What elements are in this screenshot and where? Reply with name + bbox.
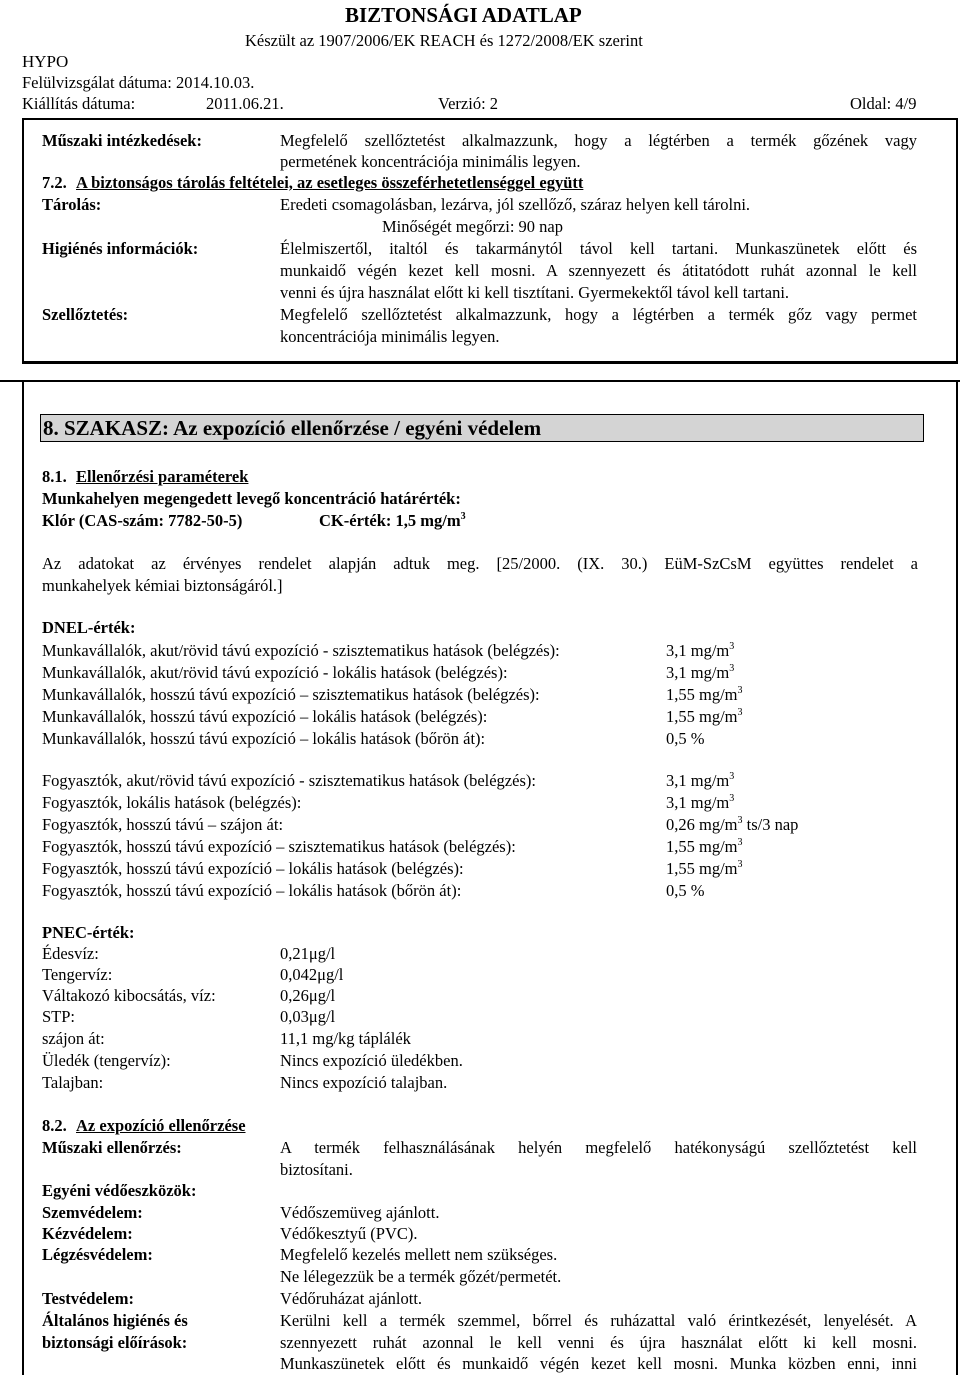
section-8-right-rule (956, 380, 958, 1375)
tech-measures-line-1: Megfelelő szellőztetést alkalmazzunk, hogy a légtérben a termék gőzének vagy (280, 131, 917, 150)
pnec-label-6: Üledék (tengervíz): (42, 1051, 171, 1070)
limit-heading: Munkahelyen megengedett levegő koncentráció határérték: (42, 489, 461, 508)
dnel-worker-label-3: Munkavállalók, hosszú távú expozíció – szisztematikus hatások (belégzés): (42, 685, 540, 704)
tech-measures-line-2: permetének koncentrációja minimális legyen. (280, 152, 581, 171)
dnel-consumer-value-1: 3,1 $mg/m^3$ (666, 770, 735, 790)
section-8-top-rule (0, 380, 960, 382)
pnec-value-4: 0,03μg/l (280, 1007, 336, 1026)
pnec-value-1: 0,21μg/l (280, 944, 336, 963)
pnec-value-7: Nincs expozíció talajban. (280, 1073, 448, 1092)
storage-line-1: Eredeti csomagolásban, lezárva, jól szellőző, száraz helyen kell tárolni. (280, 195, 751, 214)
dnel-worker-label-1: Munkavállalók, akut/rövid távú expozíció - szisztematikus hatások (belégzés): (42, 641, 560, 660)
dnel-consumer-value-5: 1,55 $mg/m^3$ (666, 858, 743, 878)
subsection-8-1-title: Ellenőrzési paraméterek (76, 467, 249, 486)
pnec-label-4: STP: (42, 1007, 76, 1026)
subsection-7-2-title: A biztonságos tárolás feltételei, az esetleges összeférhetetlenséggel együtt (76, 173, 584, 192)
subsection-8-2-title: Az expozíció ellenőrzése (76, 1116, 246, 1135)
dnel-consumer-label-4: Fogyasztók, hosszú távú expozíció – szisztematikus hatások (belégzés): (42, 837, 516, 856)
general-hygiene-line-2: szennyezett ruhát azonnal le kell venni és újra használat előtt ki kell mosni. (280, 1333, 917, 1352)
dnel-worker-value-3: 1,55 $mg/m^3$ (666, 684, 743, 704)
general-hygiene-line-1: Kerülni kell a termék szemmel, bőrrel és ruházattal való érintkezését, lenyelését. A (280, 1311, 917, 1330)
general-hygiene-line-3: Munkaszünetek előtt és munkaidő végén kezet kell mosni. Munka közben enni, inni (280, 1354, 917, 1373)
general-hygiene-label-line-1: Általános higiénés és (42, 1311, 188, 1330)
regulation-line-2: munkahelyek kémiai biztonságáról.] (42, 576, 283, 595)
hygiene-line-1: Élelmiszertől, italtól és takarmánytól távol kell tartani. Munkaszünetek előtt és (280, 239, 917, 258)
ventilation-line-2: koncentrációja minimális legyen. (280, 327, 500, 346)
pnec-label-7: Talajban: (42, 1073, 104, 1092)
respiratory-protection-line-2: Ne lélegezzük be a termék gőzét/permetét. (280, 1267, 562, 1286)
ppe-heading: Egyéni védőeszközök: (42, 1181, 197, 1200)
document-subtitle: Készült az 1907/2006/EK REACH és 1272/2008/EK szerint (245, 31, 643, 50)
hand-protection-value: Védőkesztyű (PVC). (280, 1224, 418, 1243)
respiratory-protection-label: Légzésvédelem: (42, 1245, 153, 1264)
pnec-label-3: Váltakozó kibocsátás, víz: (42, 986, 216, 1005)
hygiene-line-2: munkaidő végén kezet kell mosni. A szennyezett és átitatódott ruhát azonnal le kell (280, 261, 917, 280)
section-8-left-rule (22, 380, 24, 1375)
dnel-worker-label-4: Munkavállalók, hosszú távú expozíció – lokális hatások (belégzés): (42, 707, 488, 726)
ck-value: CK-érték: 1,5 $mg/m^3$ (319, 510, 466, 530)
tech-control-line-2: biztosítani. (280, 1160, 353, 1179)
storage-label: Tárolás: (42, 195, 102, 214)
dnel-worker-value-5: 0,5 % (666, 729, 705, 748)
dnel-worker-value-1: 3,1 $mg/m^3$ (666, 640, 735, 660)
dnel-consumer-value-3: 0,26 $mg/m^3$ ts/3 nap (666, 814, 799, 834)
issue-date: 2011.06.21. (206, 94, 284, 113)
hygiene-line-3: venni és újra használat előtt ki kell tisztítani. Gyermekektől távol kell tartani. (280, 283, 790, 302)
tech-control-label: Műszaki ellenőrzés: (42, 1138, 182, 1157)
chlorine-cas: Klór (CAS-szám: 7782-50-5) (42, 511, 243, 530)
dnel-worker-label-2: Munkavállalók, akut/rövid távú expozíció - lokális hatások (belégzés): (42, 663, 508, 682)
hand-protection-label: Kézvédelem: (42, 1224, 133, 1243)
document-title: BIZTONSÁGI ADATLAP (345, 3, 582, 27)
dnel-worker-value-4: 1,55 $mg/m^3$ (666, 706, 743, 726)
revision-date: Felülvizsgálat dátuma: 2014.10.03. (22, 73, 255, 92)
dnel-consumer-label-6: Fogyasztók, hosszú távú expozíció – lokális hatások (bőrön át): (42, 881, 462, 900)
dnel-consumer-label-2: Fogyasztók, lokális hatások (belégzés): (42, 793, 302, 812)
eye-protection-label: Szemvédelem: (42, 1203, 143, 1222)
dnel-consumer-label-1: Fogyasztók, akut/rövid távú expozíció - szisztematikus hatások (belégzés): (42, 771, 536, 790)
version: Verzió: 2 (438, 94, 499, 113)
dnel-worker-label-5: Munkavállalók, hosszú távú expozíció – lokális hatások (bőrön át): (42, 729, 486, 748)
ventilation-line-1: Megfelelő szellőztetést alkalmazzunk, hogy a légtérben a termék gőz vagy permet (280, 305, 917, 324)
ventilation-label: Szellőztetés: (42, 305, 129, 324)
tech-measures-label: Műszaki intézkedések: (42, 131, 202, 150)
issue-date-label: Kiállítás dátuma: (22, 94, 136, 113)
tech-control-line-1: A termék felhasználásának helyén megfelelő hatékonyságú szellőztetést kell (280, 1138, 917, 1157)
subsection-8-1-number: 8.1. (42, 467, 67, 486)
general-hygiene-label-line-2: biztonsági előírások: (42, 1333, 188, 1352)
dnel-heading: DNEL-érték: (42, 618, 136, 637)
eye-protection-value: Védőszemüveg ajánlott. (280, 1203, 440, 1222)
pnec-value-6: Nincs expozíció üledékben. (280, 1051, 463, 1070)
pnec-value-5: 11,1 mg/kg táplálék (280, 1029, 411, 1048)
body-protection-value: Védőruházat ajánlott. (280, 1289, 423, 1308)
pnec-label-1: Édesvíz: (42, 944, 99, 963)
dnel-consumer-value-4: 1,55 $mg/m^3$ (666, 836, 743, 856)
pnec-value-2: 0,042μg/l (280, 965, 344, 984)
hygiene-label: Higiénés információk: (42, 239, 199, 258)
respiratory-protection-line-1: Megfelelő kezelés mellett nem szükséges. (280, 1245, 558, 1264)
dnel-consumer-value-2: 3,1 $mg/m^3$ (666, 792, 735, 812)
pnec-label-2: Tengervíz: (42, 965, 113, 984)
dnel-consumer-value-6: 0,5 % (666, 881, 705, 900)
dnel-consumer-label-5: Fogyasztók, hosszú távú expozíció – lokális hatások (belégzés): (42, 859, 464, 878)
page-number: Oldal: 4/9 (850, 94, 917, 113)
subsection-7-2-number: 7.2. (42, 173, 67, 192)
pnec-heading: PNEC-érték: (42, 923, 135, 942)
storage-line-2: Minőségét megőrzi: 90 nap (382, 217, 564, 236)
dnel-worker-value-2: 3,1 $mg/m^3$ (666, 662, 735, 682)
dnel-consumer-label-3: Fogyasztók, hosszú távú – szájon át: (42, 815, 284, 834)
section-8-heading: 8. SZAKASZ: Az expozíció ellenőrzése / egyéni védelem (40, 414, 924, 442)
body-protection-label: Testvédelem: (42, 1289, 134, 1308)
pnec-label-5: szájon át: (42, 1029, 105, 1048)
regulation-line-1: Az adatokat az érvényes rendelet alapján adtuk meg. [25/2000. (IX. 30.) EüM-SzCsM együttes rendelet a (42, 554, 918, 573)
product-name: HYPO (22, 52, 69, 71)
subsection-8-2-number: 8.2. (42, 1116, 67, 1135)
pnec-value-3: 0,26μg/l (280, 986, 336, 1005)
